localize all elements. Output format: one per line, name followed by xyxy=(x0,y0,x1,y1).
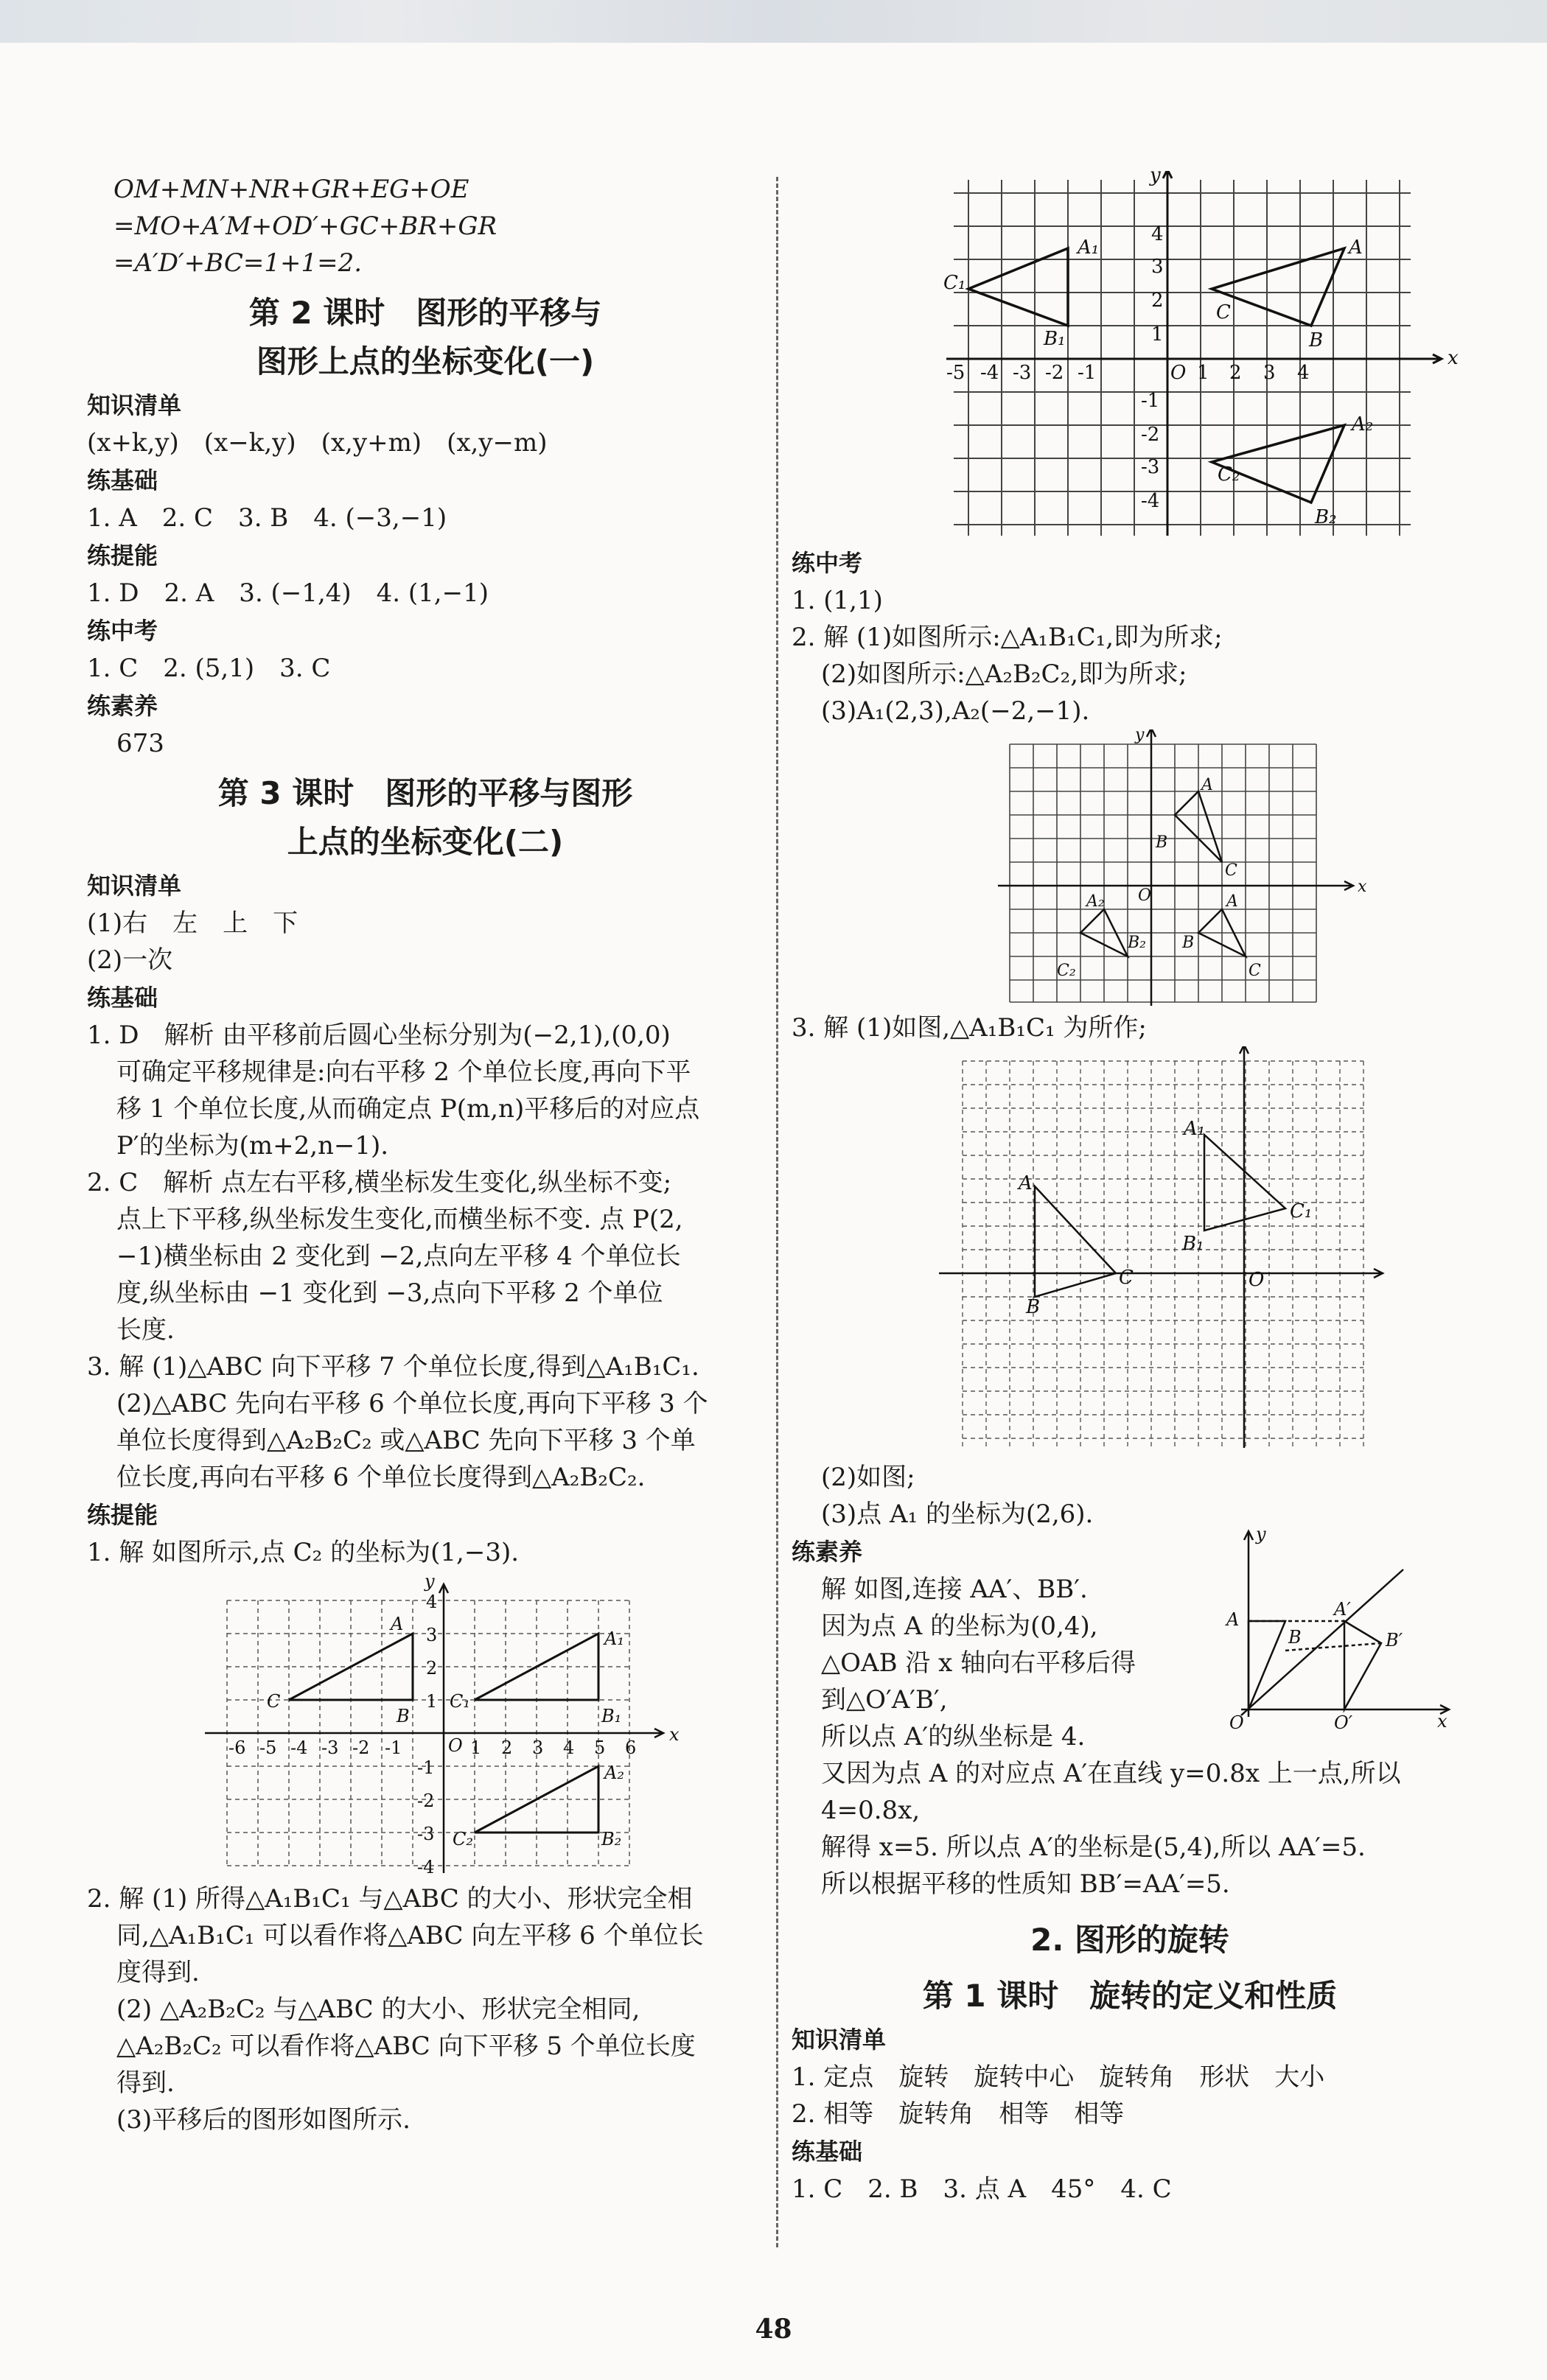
x-axis-label: x xyxy=(669,1724,680,1745)
section-title-rotation: 2. 图形的旋转 xyxy=(1030,1922,1229,1958)
tick-x: -6 xyxy=(228,1737,246,1758)
tick-x: -5 xyxy=(259,1737,277,1758)
origin-label: O xyxy=(448,1735,463,1756)
lesson3-q2-line: 长度. xyxy=(116,1315,175,1345)
tick-x: 4 xyxy=(563,1737,575,1758)
lesson3-title-1: 第 3 课时 图形的平移与图形 xyxy=(217,775,633,811)
point-label-B: B xyxy=(1026,1296,1041,1318)
point-label-B-prime: B′ xyxy=(1386,1630,1403,1651)
lesson2-heading-exam: 练中考 xyxy=(87,617,158,645)
tick-x: -2 xyxy=(352,1737,370,1758)
x-axis-label: x xyxy=(1448,347,1459,369)
literacy-line: 解得 x=5. 所以点 A′的坐标是(5,4),所以 AA′=5. xyxy=(821,1833,1366,1862)
y-axis-label: y xyxy=(1256,1525,1266,1544)
tick-y: -3 xyxy=(1141,456,1160,478)
point-label-C: C xyxy=(1216,301,1231,323)
tick-x: 5 xyxy=(594,1737,606,1758)
right-exam-3b-line: (3)点 A₁ 的坐标为(2,6). xyxy=(821,1499,1094,1529)
figure-literacy-translation xyxy=(1197,1525,1462,1732)
left-column xyxy=(87,171,764,2138)
lesson3-q1-line: 1. D 解析 由平移前后圆心坐标分别为(−2,1),(0,0) xyxy=(87,1021,671,1050)
origin-label: O xyxy=(1138,886,1152,905)
lesson3-q3-line: 单位长度得到△A₂B₂C₂ 或△ABC 先向下平移 3 个单 xyxy=(116,1426,696,1455)
tick-x: -4 xyxy=(290,1737,308,1758)
literacy-line: 又因为点 A 的对应点 A′在直线 y=0.8x 上一点,所以 xyxy=(821,1759,1401,1788)
point-label-O-prime: O′ xyxy=(1334,1712,1353,1732)
tick-x: -4 xyxy=(980,362,999,384)
right-heading-knowledge: 知识清单 xyxy=(792,2026,887,2054)
right-exam-2-line: (3)A₁(2,3),A₂(−2,−1). xyxy=(821,696,1090,726)
lesson2-basic: 1. A 2. C 3. B 4. (−3,−1) xyxy=(87,503,447,533)
point-label-A-prime: A′ xyxy=(1334,1599,1351,1620)
point-label-B2: B₂ xyxy=(1315,506,1337,528)
lesson3-q3-line: (2)△ABC 先向右平移 6 个单位长度,再向下平移 3 个 xyxy=(116,1389,708,1418)
lesson2-heading-knowledge: 知识清单 xyxy=(87,391,182,419)
tick-x: 1 xyxy=(470,1737,482,1758)
figure-translation-grid-4 xyxy=(792,1046,1468,1459)
tick-y: -1 xyxy=(1141,390,1160,412)
tick-y: 4 xyxy=(1151,223,1164,245)
lesson3-a2-line: 得到. xyxy=(116,2068,175,2098)
point-label-A: A xyxy=(1349,237,1363,259)
literacy-line: 到△O′A′B′, xyxy=(821,1685,948,1715)
tick-y: -2 xyxy=(417,1791,435,1811)
lesson3-heading-basic: 练基础 xyxy=(87,984,158,1012)
lesson1-title: 第 1 课时 旋转的定义和性质 xyxy=(922,1978,1338,2014)
y-axis-label: y xyxy=(1150,171,1161,186)
tick-y: 1 xyxy=(426,1691,438,1712)
point-label-C1: C₁ xyxy=(450,1691,470,1712)
origin-label: O xyxy=(1170,362,1187,384)
right-exam-3: 3. 解 (1)如图,△A₁B₁C₁ 为所作; xyxy=(792,1013,1147,1043)
point-label-C2: C₂ xyxy=(1057,962,1076,980)
lesson3-q3-line: 位长度,再向右平移 6 个单位长度得到△A₂B₂C₂. xyxy=(116,1463,646,1492)
tick-x: 2 xyxy=(1229,362,1242,384)
y-axis-label: y xyxy=(1135,729,1145,744)
literacy-line: △OAB 沿 x 轴向右平移后得 xyxy=(821,1648,1136,1678)
point-label-A2: A₂ xyxy=(604,1763,624,1783)
lesson2-exam: 1. C 2. (5,1) 3. C xyxy=(87,654,331,683)
tick-x: 3 xyxy=(1263,362,1276,384)
tick-x: 4 xyxy=(1297,362,1310,384)
point-label-B1: B₁ xyxy=(1044,328,1066,350)
tick-x: -2 xyxy=(1045,362,1064,384)
origin-label: O xyxy=(1249,1269,1265,1291)
right-knowledge-2: 2. 相等 旋转角 相等 相等 xyxy=(792,2099,1125,2129)
lesson3-heading-ability: 练提能 xyxy=(87,1501,158,1529)
tick-y: -3 xyxy=(417,1824,435,1844)
figure-translation-grid-2 xyxy=(792,171,1468,539)
lesson3-ability-1: 1. 解 如图所示,点 C₂ 的坐标为(1,−3). xyxy=(87,1538,520,1567)
tick-x: -5 xyxy=(946,362,965,384)
point-label-A1: A xyxy=(1201,776,1213,794)
tick-y: -1 xyxy=(417,1757,435,1778)
lesson3-knowledge-2: (2)一次 xyxy=(87,945,173,975)
tick-x: 3 xyxy=(532,1737,544,1758)
intro-line-1: OM+MN+NR+GR+EG+OE xyxy=(114,175,469,204)
lesson2-literacy: 673 xyxy=(116,729,164,758)
right-exam-2-line: (2)如图所示:△A₂B₂C₂,即为所求; xyxy=(821,659,1187,689)
literacy-block xyxy=(792,1525,1468,1916)
point-label-B: B xyxy=(1309,329,1324,351)
tick-y: 1 xyxy=(1151,323,1164,346)
point-label-A: A xyxy=(1019,1172,1033,1194)
point-label-A1: A₁ xyxy=(1078,237,1100,259)
right-basic: 1. C 2. B 3. 点 A 45° 4. C xyxy=(792,2174,1172,2204)
lesson3-knowledge-1: (1)右 左 上 下 xyxy=(87,909,298,938)
literacy-line: 所以点 A′的纵坐标是 4. xyxy=(821,1722,1086,1751)
literacy-line: 解 如图,连接 AA′、BB′. xyxy=(821,1575,1088,1604)
lesson3-a2-line: (3)平移后的图形如图所示. xyxy=(116,2105,411,2135)
tick-x: 2 xyxy=(501,1737,513,1758)
tick-y: -2 xyxy=(1141,424,1160,446)
y-axis-label: y xyxy=(425,1571,435,1592)
figure-translation-grid-3 xyxy=(792,729,1468,1009)
lesson3-a2-line: 度得到. xyxy=(116,1958,200,1987)
tick-x: 1 xyxy=(1197,362,1209,384)
point-label-C2: C₂ xyxy=(453,1829,473,1849)
point-label-A: A xyxy=(391,1614,404,1634)
point-label-C1: C₁ xyxy=(943,272,966,294)
lesson3-title-2: 上点的坐标变化(二) xyxy=(287,824,564,860)
right-heading-exam: 练中考 xyxy=(792,549,863,577)
lesson2-ability: 1. D 2. A 3. (−1,4) 4. (1,−1) xyxy=(87,578,489,608)
right-exam-2-line: 2. 解 (1)如图所示:△A₁B₁C₁,即为所求; xyxy=(792,623,1223,652)
point-label-A2: A₂ xyxy=(1086,892,1105,911)
intro-line-3: =A′D′+BC=1+1=2. xyxy=(114,248,363,278)
point-label-C1: C xyxy=(1225,861,1237,880)
lesson2-heading-basic: 练基础 xyxy=(87,466,158,494)
lesson3-q1-line: 移 1 个单位长度,从而确定点 P(m,n)平移后的对应点 xyxy=(116,1094,700,1124)
lesson2-heading-literacy: 练素养 xyxy=(87,692,158,720)
point-label-B2: B₂ xyxy=(1128,934,1146,952)
tick-y: -4 xyxy=(1141,490,1160,512)
tick-y: 2 xyxy=(426,1658,438,1679)
figure-translation-grid-1 xyxy=(87,1571,764,1880)
page-number: 48 xyxy=(755,2314,792,2345)
lesson3-q2-line: 度,纵坐标由 −1 变化到 −3,点向下平移 2 个单位 xyxy=(116,1278,663,1308)
tick-y: 3 xyxy=(426,1625,438,1645)
right-heading-literacy: 练素养 xyxy=(792,1538,863,1566)
literacy-line: 因为点 A 的坐标为(0,4), xyxy=(821,1611,1098,1641)
intro-line-2: =MO+A′M+OD′+GC+BR+GR xyxy=(114,211,497,241)
lesson2-title-2: 图形上点的坐标变化(一) xyxy=(256,343,595,379)
point-label-B: B xyxy=(1182,934,1195,952)
column-divider xyxy=(776,177,778,2247)
tick-y: 4 xyxy=(426,1592,438,1612)
lesson3-q1-line: P′的坐标为(m+2,n−1). xyxy=(116,1131,389,1161)
right-exam-1: 1. (1,1) xyxy=(792,586,883,615)
point-label-A2: A₂ xyxy=(1352,413,1374,435)
tick-x: 6 xyxy=(625,1737,637,1758)
tick-x: -3 xyxy=(321,1737,339,1758)
point-label-A1: A₁ xyxy=(604,1628,624,1649)
point-label-B1: B₁ xyxy=(601,1706,622,1726)
top-decorative-band xyxy=(0,0,1547,43)
tick-y: 3 xyxy=(1151,256,1164,278)
point-label-C: C xyxy=(1249,962,1261,980)
lesson3-a2-line: △A₂B₂C₂ 可以看作将△ABC 向下平移 5 个单位长度 xyxy=(116,2031,696,2061)
point-label-B1: B xyxy=(1156,833,1168,852)
tick-x: -1 xyxy=(385,1737,402,1758)
point-label-A: A xyxy=(1226,892,1238,911)
x-axis-label: x xyxy=(1358,878,1367,896)
point-label-B: B xyxy=(397,1706,410,1726)
lesson3-heading-knowledge: 知识清单 xyxy=(87,872,182,900)
lesson2-heading-ability: 练提能 xyxy=(87,542,158,570)
lesson3-q2-line: 点上下平移,纵坐标发生变化,而横坐标不变. 点 P(2, xyxy=(116,1205,683,1234)
lesson2-title-1: 第 2 课时 图形的平移与 xyxy=(248,295,602,331)
tick-y: 2 xyxy=(1151,290,1164,312)
lesson3-q2-line: 2. C 解析 点左右平移,横坐标发生变化,纵坐标不变; xyxy=(87,1168,672,1197)
lesson3-q1-line: 可确定平移规律是:向右平移 2 个单位长度,再向下平 xyxy=(116,1057,691,1087)
literacy-line: 所以根据平移的性质知 BB′=AA′=5. xyxy=(821,1869,1230,1899)
origin-label: O xyxy=(1229,1712,1244,1732)
tick-x: -3 xyxy=(1013,362,1032,384)
right-column xyxy=(792,171,1468,2208)
point-label-A1: A₁ xyxy=(1184,1118,1206,1140)
lesson3-a2-line: 2. 解 (1) 所得△A₁B₁C₁ 与△ABC 的大小、形状完全相 xyxy=(87,1884,693,1914)
point-label-C: C xyxy=(267,1691,281,1712)
tick-x: -1 xyxy=(1078,362,1097,384)
lesson3-a2-line: (2) △A₂B₂C₂ 与△ABC 的大小、形状完全相同, xyxy=(116,1995,640,2024)
lesson3-a2-line: 同,△A₁B₁C₁ 可以看作将△ABC 向左平移 6 个单位长 xyxy=(116,1921,704,1950)
point-label-A: A xyxy=(1226,1609,1240,1630)
point-label-B1: B₁ xyxy=(1182,1233,1204,1255)
point-label-B: B xyxy=(1288,1627,1302,1648)
right-knowledge-1: 1. 定点 旋转 旋转中心 旋转角 形状 大小 xyxy=(792,2062,1325,2092)
lesson3-q2-line: −1)横坐标由 2 变化到 −2,点向左平移 4 个单位长 xyxy=(116,1242,681,1271)
x-axis-label: x xyxy=(1437,1711,1448,1732)
right-exam-3b-line: (2)如图; xyxy=(821,1463,915,1492)
lesson2-knowledge: (x+k,y) (x−k,y) (x,y+m) (x,y−m) xyxy=(87,428,548,458)
right-heading-basic: 练基础 xyxy=(792,2138,863,2166)
point-label-C2: C₂ xyxy=(1218,463,1240,486)
lesson3-q3-line: 3. 解 (1)△ABC 向下平移 7 个单位长度,得到△A₁B₁C₁. xyxy=(87,1352,699,1382)
point-label-C: C xyxy=(1119,1267,1134,1289)
point-label-B2: B₂ xyxy=(601,1829,622,1849)
tick-y: -4 xyxy=(417,1857,435,1877)
point-label-C1: C₁ xyxy=(1290,1200,1313,1222)
literacy-line: 4=0.8x, xyxy=(821,1796,921,1825)
